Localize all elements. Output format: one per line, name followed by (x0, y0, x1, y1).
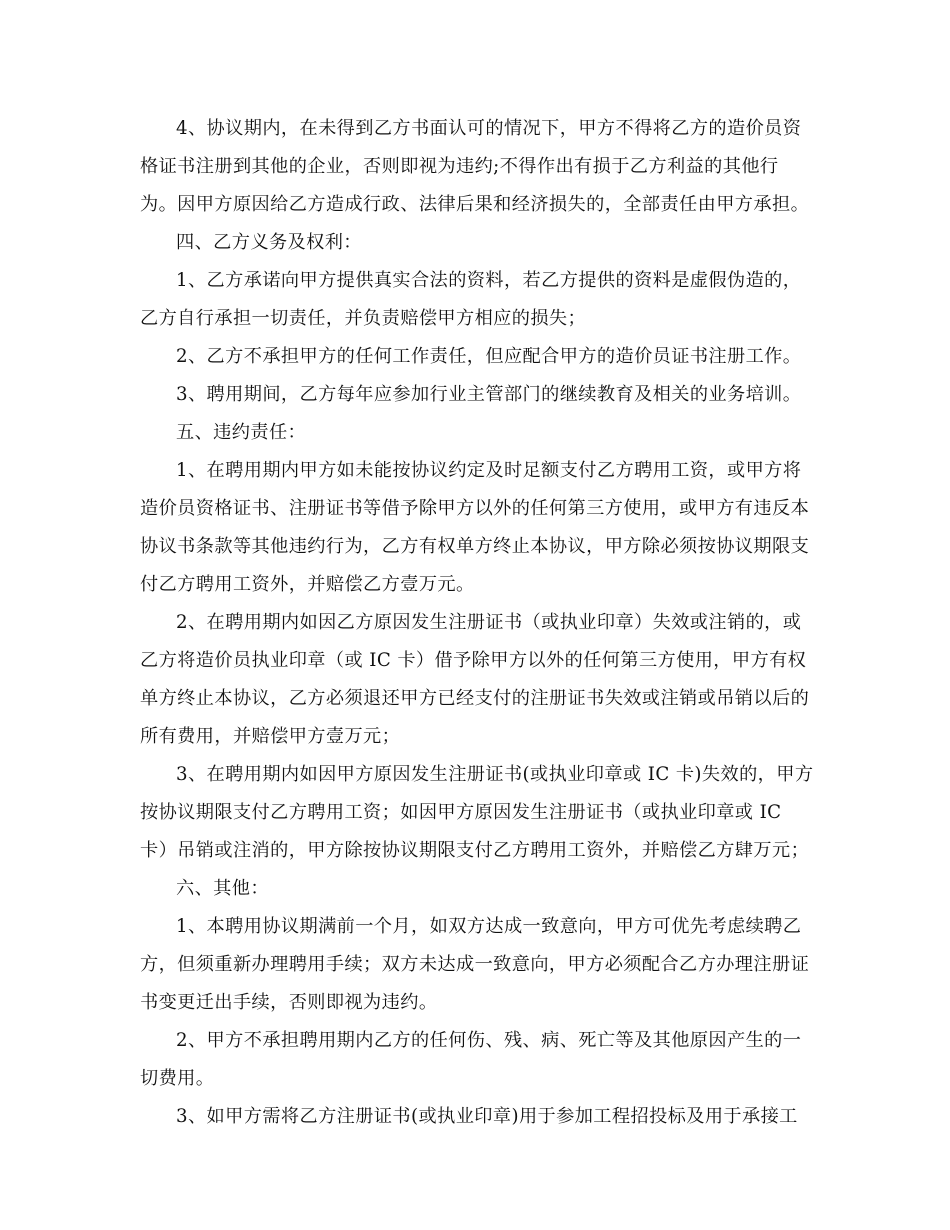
text-line: 1、乙方承诺向甲方提供真实合法的资料，若乙方提供的资料是虚假伪造的， (176, 270, 802, 291)
text-line: 1、本聘用协议期满前一个月，如双方达成一致意向，甲方可优先考虑续聘乙 (176, 916, 802, 937)
text-line: 2、在聘用期内如因乙方原因发生注册证书（或执业印章）失效或注销的，或 (176, 612, 802, 633)
text-line: 按协议期限支付乙方聘用工资；如因甲方原因发生注册证书（或执业印章或 IC (140, 802, 782, 823)
text-line: 切费用。 (140, 1068, 215, 1089)
section-heading: 五、违约责任： (176, 422, 307, 443)
text-line: 书变更迁出手续，否则即视为违约。 (140, 992, 438, 1013)
text-line: 为。因甲方原因给乙方造成行政、法律后果和经济损失的，全部责任由甲方承担。 (140, 194, 810, 215)
text-line: 所有费用，并赔偿甲方壹万元； (140, 726, 401, 747)
text-line: 2、甲方不承担聘用期内乙方的任何伤、残、病、死亡等及其他原因产生的一 (176, 1030, 802, 1051)
text-line: 协议书条款等其他违约行为，乙方有权单方终止本协议，甲方除必须按协议期限支 (140, 536, 810, 557)
text-line: 付乙方聘用工资外，并赔偿乙方壹万元。 (140, 574, 475, 595)
text-line: 4、协议期内，在未得到乙方书面认可的情况下，甲方不得将乙方的造价员资 (176, 118, 802, 139)
text-line: 3、聘用期间，乙方每年应参加行业主管部门的继续教育及相关的业务培训。 (176, 384, 802, 405)
text-line: 格证书注册到其他的企业，否则即视为违约;不得作出有损于乙方利益的其他行 (140, 156, 779, 177)
text-line: 卡）吊销或注消的，甲方除按协议期限支付乙方聘用工资外，并赔偿乙方肆万元； (140, 840, 810, 861)
text-line: 2、乙方不承担甲方的任何工作责任，但应配合甲方的造价员证书注册工作。 (176, 346, 802, 367)
section-heading: 六、其他： (176, 878, 269, 899)
text-line: 乙方将造价员执业印章（或 IC 卡）借予除甲方以外的任何第三方使用，甲方有权 (140, 650, 807, 671)
text-line: 3、如甲方需将乙方注册证书(或执业印章)用于参加工程招投标及用于承接工 (176, 1106, 798, 1127)
text-line: 造价员资格证书、注册证书等借予除甲方以外的任何第三方使用，或甲方有违反本 (140, 498, 810, 519)
text-line: 3、在聘用期内如因甲方原因发生注册证书(或执业印章或 IC 卡)失效的，甲方 (176, 764, 814, 785)
text-line: 单方终止本协议，乙方必须退还甲方已经支付的注册证书失效或注销或吊销以后的 (140, 688, 810, 709)
text-line: 1、在聘用期内甲方如未能按协议约定及时足额支付乙方聘用工资，或甲方将 (176, 460, 802, 481)
text-line: 乙方自行承担一切责任，并负责赔偿甲方相应的损失； (140, 308, 587, 329)
section-heading: 四、乙方义务及权利： (176, 232, 362, 253)
text-line: 方，但须重新办理聘用手续；双方未达成一致意向，甲方必须配合乙方办理注册证 (140, 954, 810, 975)
